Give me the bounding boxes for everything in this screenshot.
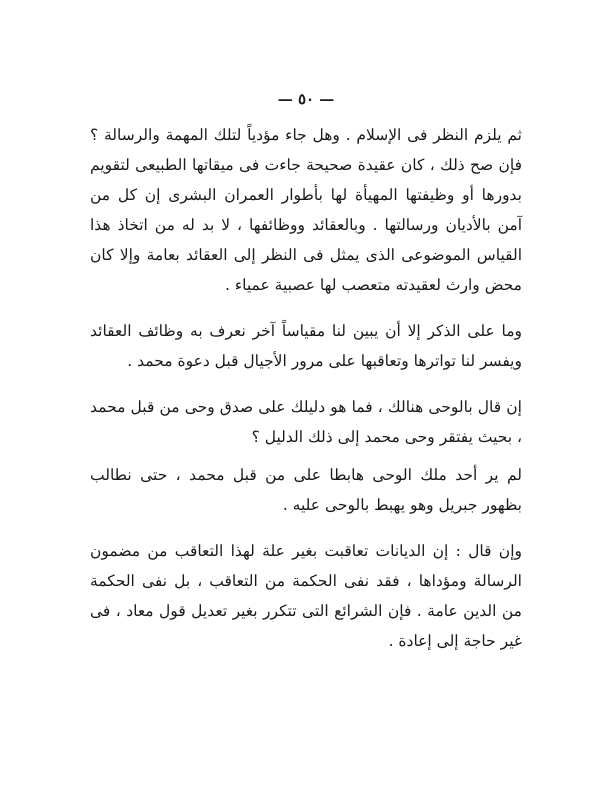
paragraph-5: وإن قال : إن الديانات تعاقبت بغير علة لهذا التعاقب من مضمون الرسالة ومؤداها ، فقد نفى الحكمة من التعاقب ، بل نفى الحكمة من الدين عامة . فإن الشرائع التى تتكرر بغير تعديل قول معاد ، فى غير حاجة إلى إعادة . (90, 542, 522, 650)
body-text (90, 120, 522, 672)
paragraph-1: ثم يلزم النظر فى الإسلام . وهل جاء مؤدياً لتلك المهمة والرسالة ؟ فإن صح ذلك ، كان عقيدة صحيحة جاءت فى ميقاتها الطبيعى لتقويم بدورها أو وظيفتها المهيأة لها بأطوار العمران البشرى إن كل من آمن بالأديان ورسالتها . وبالعقائد ووظائفها ، لا بد له من اتخاذ هذا القياس الموضوعى الذى يمثل فى النظر إلى العقائد بعامة وإلا كان محض وارث لعقيدته متعصب لها عصبية عمياء . (90, 126, 522, 294)
paragraph-4: لم ير أحد ملك الوحى هابطا على من قبل محمد ، حتى نطالب بظهور جبريل وهو يهبط بالوحى عليه . (90, 466, 522, 514)
page-number: — ٥٠ — (277, 90, 335, 108)
paragraph-2: وما على الذكر إلا أن يبين لنا مقياساً آخر نعرف به وظائف العقائد ويفسر لنا تواترها وتعاقبها على مرور الأجيال قبل دعوة محمد . (90, 322, 522, 370)
paragraph-3: إن قال بالوحى هنالك ، فما هو دليلك على صدق وحى من قبل محمد ، بحيث يفتقر وحى محمد إلى ذلك الدليل ؟ (90, 398, 522, 446)
